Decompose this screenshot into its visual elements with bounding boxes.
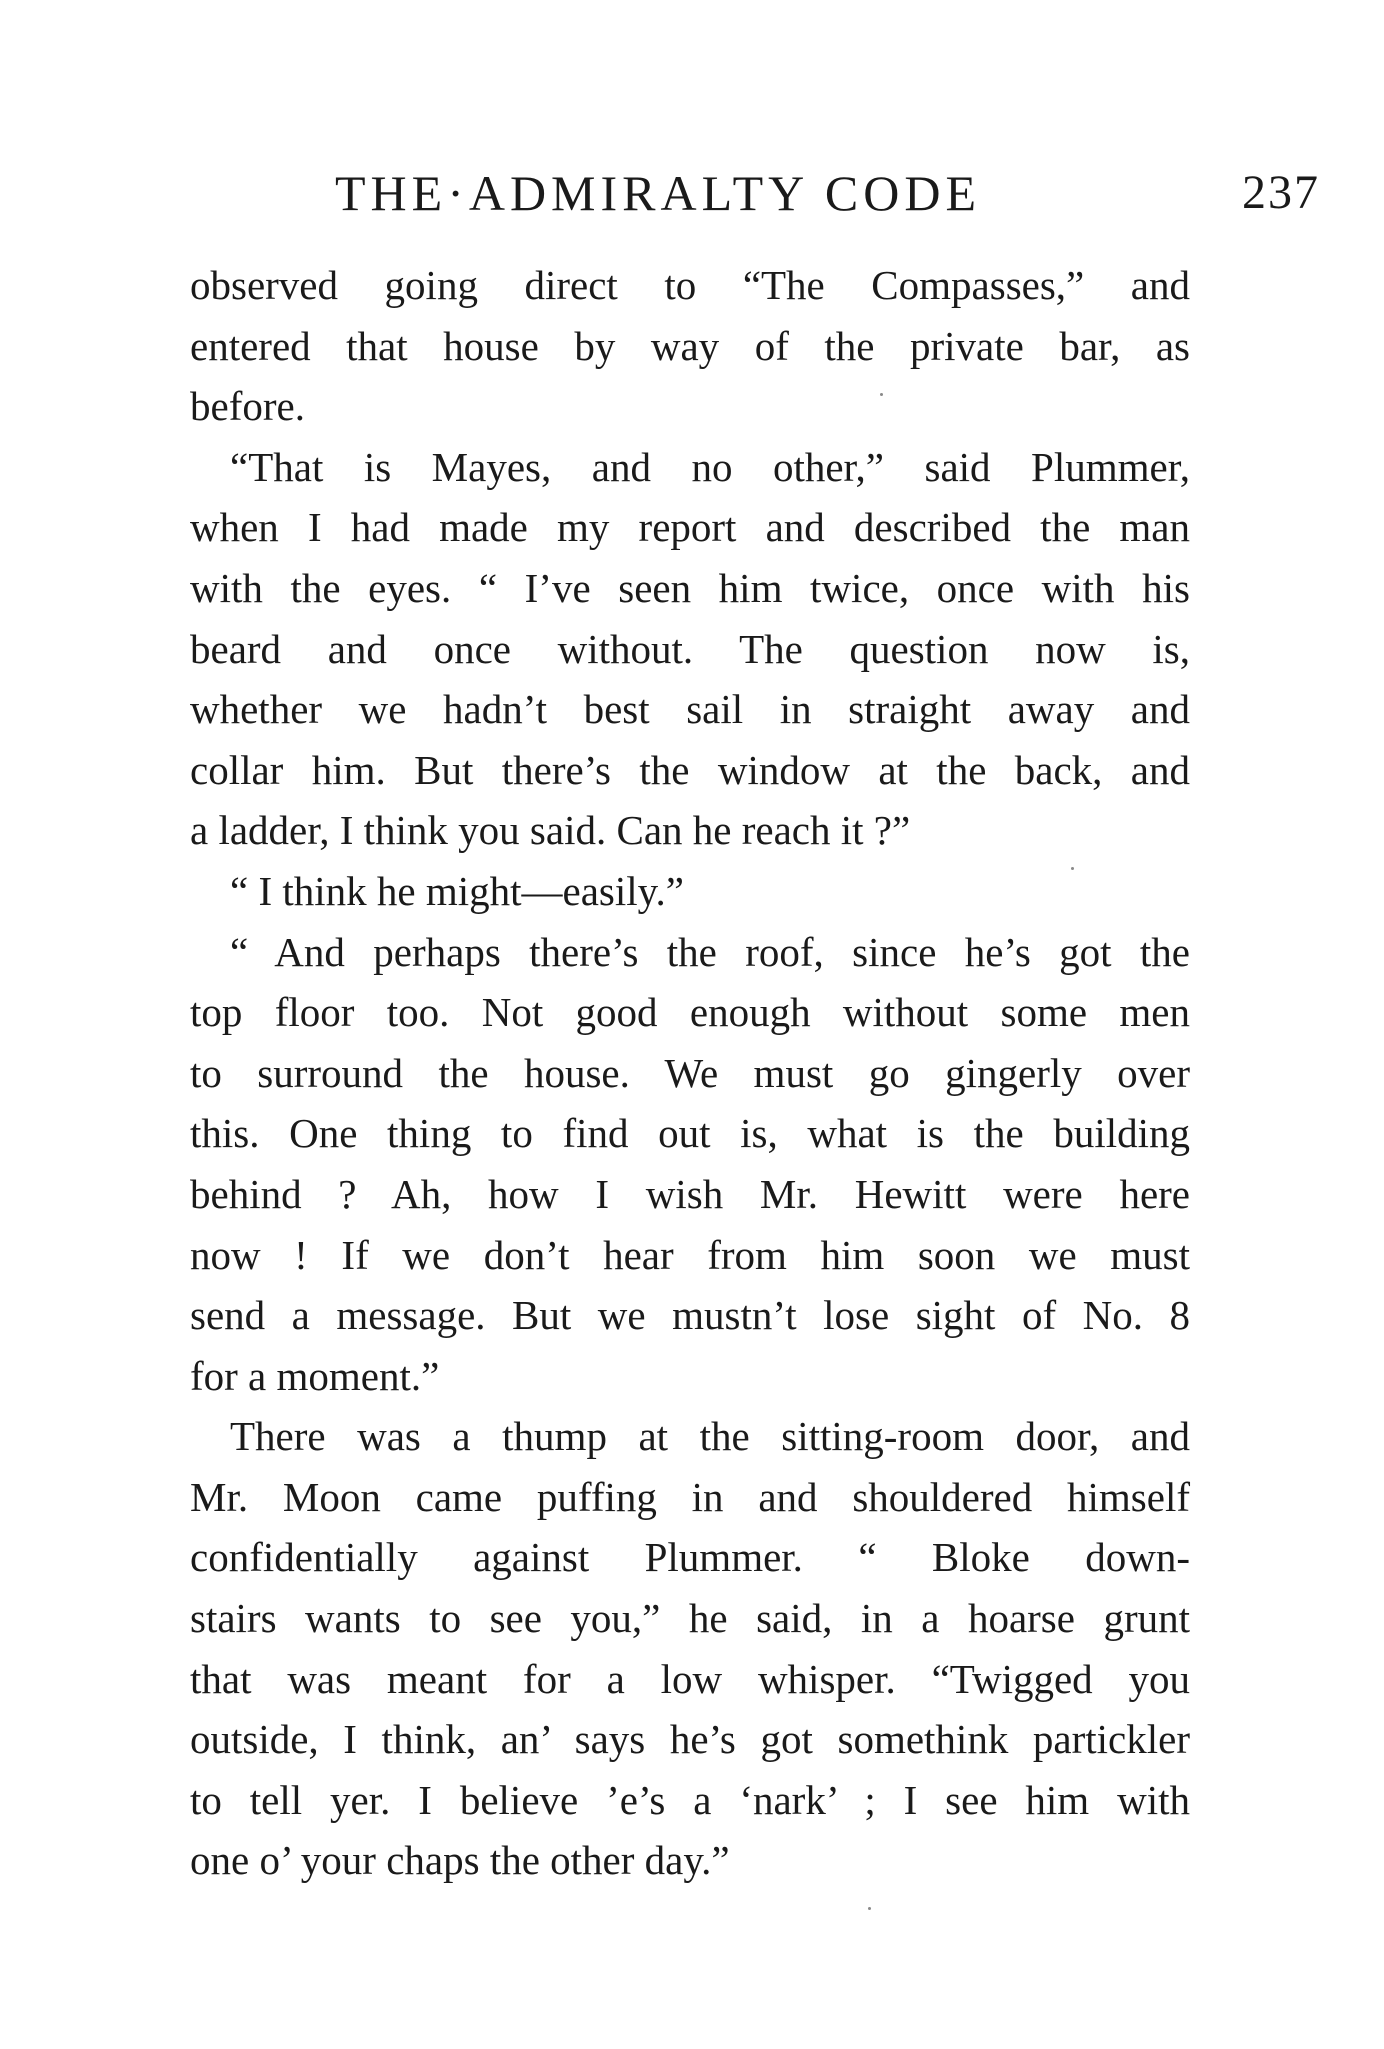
text-line: top floor too. Not good enough without some men [190, 989, 1190, 1036]
text-line: now ! If we don’t hear from him soon we must [190, 1231, 1190, 1278]
text-line: “That is Mayes, and no other,” said Plummer, [230, 443, 1190, 490]
text-line: “ I think he might—easily.” [230, 867, 684, 914]
text-line: There was a thump at the sitting-room door, and [230, 1413, 1190, 1460]
text-line: Mr. Moon came puffing in and shouldered himself [190, 1473, 1190, 1520]
text-line: to tell yer. I believe ’e’s a ‘nark’ ; I see him with [190, 1776, 1190, 1823]
text-line: before. [190, 383, 305, 430]
print-speck [868, 1907, 871, 1910]
text-line: entered that house by way of the private bar, as [190, 322, 1190, 369]
text-line: whether we hadn’t best sail in straight away and [190, 686, 1190, 733]
running-title: THE·ADMIRALTY CODE [335, 165, 981, 221]
text-line: one o’ your chaps the other day.” [190, 1837, 730, 1884]
print-speck [880, 393, 883, 396]
text-line: with the eyes. “ I’ve seen him twice, once with his [190, 564, 1190, 611]
text-line: for a moment.” [190, 1352, 440, 1399]
print-speck [1071, 867, 1074, 870]
body-text [190, 255, 1190, 1891]
text-line: observed going direct to “The Compasses,” and [190, 262, 1190, 308]
text-line: send a message. But we mustn’t lose sight of No. 8 [190, 1292, 1190, 1339]
text-line: confidentially against Plummer. “ Bloke down- [190, 1534, 1190, 1581]
text-line: a ladder, I think you said. Can he reach it ?” [190, 807, 911, 854]
text-line: outside, I think, an’ says he’s got somethink partickler [190, 1716, 1190, 1763]
text-line: behind ? Ah, how I wish Mr. Hewitt were here [190, 1170, 1190, 1217]
text-line: stairs wants to see you,” he said, in a hoarse grunt [190, 1595, 1190, 1642]
text-line: when I had made my report and described the man [190, 504, 1190, 551]
running-head [190, 163, 1320, 223]
text-line: collar him. But there’s the window at the back, and [190, 746, 1190, 793]
text-line: beard and once without. The question now is, [190, 625, 1190, 672]
text-line: this. One thing to find out is, what is the building [190, 1110, 1190, 1157]
text-line: that was meant for a low whisper. “Twigged you [190, 1655, 1190, 1702]
text-line: to surround the house. We must go gingerly over [190, 1049, 1190, 1096]
page-number: 237 [1242, 166, 1320, 219]
text-line: “ And perhaps there’s the roof, since he’s got the [230, 928, 1190, 975]
